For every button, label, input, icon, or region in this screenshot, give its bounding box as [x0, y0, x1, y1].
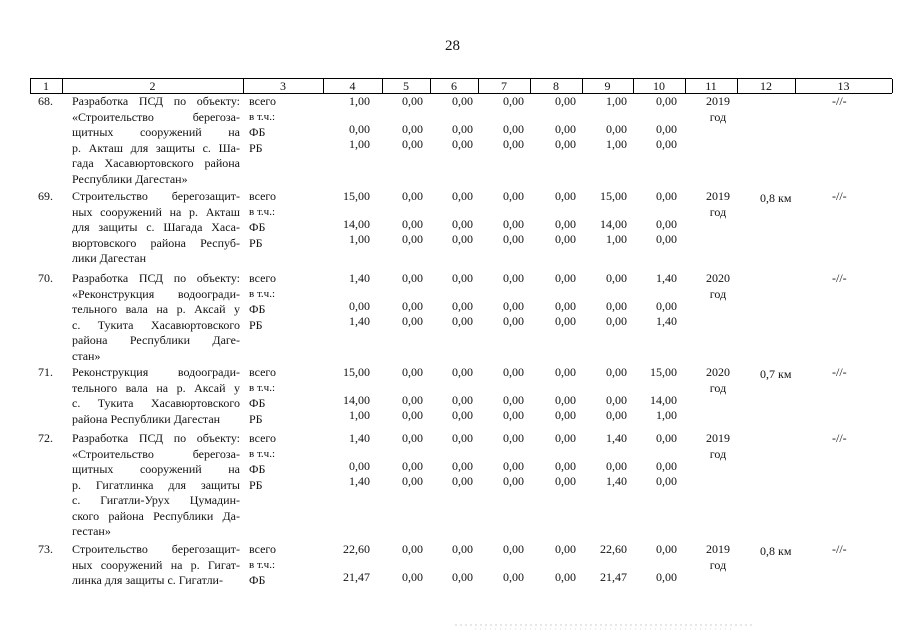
amount-cell: 0,00 [452, 137, 473, 151]
column-header-6: 6 [451, 79, 457, 93]
description-line: Республики Дагестан» [72, 171, 188, 186]
amount-cell: 14,00 [600, 217, 627, 231]
amount-cell: 0,00 [656, 137, 677, 151]
amount-cell: 1,40 [349, 271, 370, 285]
header-divider [323, 79, 324, 93]
amount-cell: 0,00 [555, 474, 576, 488]
column-header-9: 9 [604, 79, 611, 93]
column-header-11: 11 [705, 79, 717, 93]
description-line: района Республики Даге- [72, 333, 240, 347]
amount-cell: 0,00 [503, 217, 524, 231]
column-header-8: 8 [553, 79, 559, 93]
description-line: гестан» [72, 524, 111, 538]
amount-cell: 0,00 [503, 122, 524, 136]
amount-cell: 0,00 [606, 271, 627, 285]
amount-cell: 1,40 [606, 431, 627, 445]
year-cell: 2020 [706, 365, 730, 379]
funding-label: всего [249, 542, 277, 556]
description-line: Строительство берегозащит- [72, 542, 240, 556]
header-divider [582, 79, 583, 93]
amount-cell: 0,00 [452, 232, 473, 246]
amount-cell: 0,00 [402, 189, 423, 203]
amount-cell: 1,00 [656, 408, 677, 422]
funding-label: всего [249, 271, 277, 285]
description-line: «Реконструкция водоогради- [72, 286, 240, 301]
description-line: гада Хасавюртовского района [72, 156, 240, 170]
amount-cell: 0,00 [606, 314, 627, 328]
column-header-7: 7 [501, 79, 507, 93]
header-divider [795, 79, 796, 93]
amount-cell: 1,40 [656, 271, 677, 285]
amount-cell: 0,00 [656, 542, 677, 556]
note-cell: -//- [832, 542, 847, 556]
header-divider [737, 79, 738, 93]
column-header-3: 3 [280, 79, 286, 93]
header-divider [243, 79, 244, 93]
header-divider [530, 79, 531, 93]
header-divider [30, 79, 31, 93]
column-header-5: 5 [403, 79, 409, 93]
header-divider [430, 79, 431, 93]
amount-cell: 0,00 [452, 570, 473, 584]
amount-cell: 0,00 [452, 189, 473, 203]
description-line: ского района Республики Да- [72, 508, 240, 523]
year-unit: год [709, 446, 727, 461]
column-header-13: 13 [837, 79, 850, 93]
amount-cell: 0,00 [656, 474, 677, 488]
amount-cell: 0,00 [503, 314, 524, 328]
description-line: тельного вала на р. Аксай у [72, 302, 240, 316]
row-description [72, 365, 240, 427]
note-cell: -//- [832, 189, 847, 203]
description-line: района Республики Дагестан [72, 411, 221, 426]
funding-label: ФБ [249, 302, 266, 316]
amount-cell: 0,00 [503, 393, 524, 407]
amount-cell: 0,00 [555, 542, 576, 556]
amount-cell: 0,00 [555, 431, 576, 445]
length-cell: 0,8 км [760, 191, 792, 205]
amount-cell: 0,00 [503, 431, 524, 445]
amount-cell: 0,00 [606, 459, 627, 473]
amount-cell: 0,00 [555, 299, 576, 313]
funding-label: ФБ [249, 573, 266, 587]
amount-cell: 0,00 [606, 393, 627, 407]
amount-cell: 0,00 [402, 314, 423, 328]
page-number: 28 [445, 38, 460, 54]
amount-cell: 0,00 [402, 217, 423, 231]
description-line: вюртовского района Респуб- [72, 235, 240, 250]
amount-cell: 0,00 [452, 94, 473, 108]
amount-cell: 0,00 [555, 137, 576, 151]
amount-cell: 1,40 [606, 474, 627, 488]
amount-cell: 0,00 [503, 232, 524, 246]
amount-cell: 0,00 [402, 299, 423, 313]
description-line: р. Гигатлинка для защиты [72, 477, 240, 492]
description-line: Разработка ПСД по объекту: [72, 94, 240, 108]
amount-cell: 0,00 [503, 299, 524, 313]
amount-cell: 0,00 [402, 570, 423, 584]
length-cell: 0,8 км [760, 544, 792, 558]
amount-cell: 15,00 [343, 189, 370, 203]
amount-cell: 0,00 [555, 459, 576, 473]
row-number: 73. [38, 542, 53, 556]
amount-cell: 14,00 [343, 217, 370, 231]
amount-cell: 0,00 [606, 299, 627, 313]
scan-artifact [455, 622, 755, 632]
amount-cell: 0,00 [555, 393, 576, 407]
funding-label: в т.ч.: [249, 110, 276, 123]
column-header-12: 12 [760, 79, 772, 93]
amount-cell: 0,00 [452, 271, 473, 285]
description-line: для защиты с. Шагада Хаса- [72, 220, 240, 234]
year-unit: год [709, 204, 727, 219]
amount-cell: 0,00 [503, 94, 524, 108]
funding-label: в т.ч.: [249, 287, 276, 300]
row-number: 72. [38, 431, 53, 445]
amount-cell: 0,00 [402, 459, 423, 473]
funding-label: в т.ч.: [249, 381, 276, 394]
amount-cell: 0,00 [503, 137, 524, 151]
description-line: с. Тукита Хасавюртовского [72, 317, 240, 332]
amount-cell: 1,00 [606, 137, 627, 151]
amount-cell: 1,00 [349, 94, 370, 108]
amount-cell: 0,00 [555, 122, 576, 136]
table-header-row [30, 78, 892, 94]
amount-cell: 0,00 [503, 271, 524, 285]
description-line: Реконструкция водоогради- [72, 365, 240, 379]
header-divider [62, 79, 63, 93]
header-divider [633, 79, 634, 93]
amount-cell: 0,00 [555, 271, 576, 285]
row-description [72, 431, 240, 540]
description-line: тельного вала на р. Аксай у [72, 380, 240, 395]
year-cell: 2019 [706, 94, 730, 108]
amount-cell: 0,00 [555, 94, 576, 108]
amount-cell: 21,47 [343, 570, 370, 584]
amount-cell: 22,60 [343, 542, 370, 556]
description-line: с. Тукита Хасавюртовского [72, 396, 240, 410]
amount-cell: 0,00 [402, 408, 423, 422]
amount-cell: 0,00 [503, 459, 524, 473]
amount-cell: 0,00 [452, 314, 473, 328]
funding-label: всего [249, 431, 277, 445]
amount-cell: 0,00 [402, 542, 423, 556]
amount-cell: 1,40 [349, 314, 370, 328]
amount-cell: 1,00 [349, 232, 370, 246]
year-unit: год [709, 557, 727, 572]
amount-cell: 0,00 [555, 217, 576, 231]
year-unit: год [709, 380, 727, 395]
note-cell: -//- [832, 365, 847, 379]
amount-cell: 1,00 [349, 137, 370, 151]
header-divider [685, 79, 686, 93]
description-line: р. Акташ для защиты с. Ша- [72, 140, 240, 155]
description-line: щитных сооружений на [72, 462, 240, 476]
funding-label: всего [249, 365, 277, 379]
funding-label: в т.ч.: [249, 558, 276, 571]
header-divider [382, 79, 383, 93]
amount-cell: 0,00 [503, 365, 524, 379]
row-description [72, 542, 240, 589]
note-cell: -//- [832, 271, 847, 285]
amount-cell: 0,00 [656, 94, 677, 108]
row-description [72, 189, 240, 267]
row-number: 71. [38, 365, 53, 379]
year-cell: 2020 [706, 271, 730, 285]
amount-cell: 0,00 [503, 189, 524, 203]
amount-cell: 15,00 [600, 189, 627, 203]
row-description [72, 271, 240, 364]
amount-cell: 0,00 [656, 299, 677, 313]
column-header-10: 10 [653, 79, 665, 93]
year-cell: 2019 [706, 542, 730, 556]
description-line: линка для защиты с. Гигатли- [72, 573, 223, 587]
amount-cell: 0,00 [656, 122, 677, 136]
column-header-1: 1 [43, 79, 49, 93]
funding-label: ФБ [249, 220, 266, 234]
row-number: 68. [38, 94, 53, 108]
amount-cell: 1,00 [606, 232, 627, 246]
funding-label: в т.ч.: [249, 205, 276, 218]
amount-cell: 21,47 [600, 570, 627, 584]
amount-cell: 0,00 [555, 189, 576, 203]
amount-cell: 0,00 [656, 232, 677, 246]
description-line: ных сооружений на р. Гигат- [72, 557, 240, 572]
amount-cell: 0,00 [402, 122, 423, 136]
amount-cell: 0,00 [349, 459, 370, 473]
amount-cell: 0,00 [452, 408, 473, 422]
year-cell: 2019 [706, 189, 730, 203]
amount-cell: 15,00 [343, 365, 370, 379]
year-unit: год [709, 286, 727, 301]
amount-cell: 0,00 [656, 189, 677, 203]
amount-cell: 0,00 [402, 474, 423, 488]
amount-cell: 0,00 [452, 365, 473, 379]
amount-cell: 0,00 [402, 232, 423, 246]
amount-cell: 0,00 [402, 365, 423, 379]
amount-cell: 0,00 [606, 408, 627, 422]
amount-cell: 0,00 [402, 137, 423, 151]
amount-cell: 0,00 [503, 542, 524, 556]
funding-label: РБ [249, 477, 263, 492]
amount-cell: 14,00 [650, 393, 677, 407]
amount-cell: 0,00 [656, 217, 677, 231]
amount-cell: 0,00 [452, 542, 473, 556]
description-line: щитных сооружений на [72, 125, 240, 139]
funding-label: всего [249, 189, 277, 203]
amount-cell: 0,00 [656, 570, 677, 584]
amount-cell: 0,00 [656, 431, 677, 445]
amount-cell: 1,00 [349, 408, 370, 422]
description-line: Строительство берегозащит- [72, 189, 240, 203]
description-line: «Строительство берегоза- [72, 446, 240, 461]
description-line: Разработка ПСД по объекту: [72, 271, 240, 285]
amount-cell: 0,00 [452, 459, 473, 473]
amount-cell: 0,00 [402, 271, 423, 285]
amount-cell: 0,00 [402, 393, 423, 407]
amount-cell: 0,00 [555, 232, 576, 246]
description-line: «Строительство берегоза- [72, 109, 240, 124]
amount-cell: 15,00 [650, 365, 677, 379]
amount-cell: 0,00 [349, 299, 370, 313]
description-line: стан» [72, 348, 101, 363]
funding-label: ФБ [249, 396, 266, 410]
amount-cell: 0,00 [503, 408, 524, 422]
funding-label: в т.ч.: [249, 447, 276, 460]
note-cell: -//- [832, 94, 847, 108]
description-line: с. Гигатли-Урух Цумадин- [72, 493, 240, 507]
amount-cell: 0,00 [452, 393, 473, 407]
funding-label: РБ [249, 411, 263, 426]
funding-label: ФБ [249, 462, 266, 476]
amount-cell: 0,00 [452, 299, 473, 313]
year-unit: год [709, 109, 727, 124]
amount-cell: 0,00 [606, 122, 627, 136]
row-number: 70. [38, 271, 53, 285]
funding-label: всего [249, 94, 277, 108]
amount-cell: 0,00 [452, 474, 473, 488]
header-divider [892, 79, 893, 93]
row-number: 69. [38, 189, 53, 203]
amount-cell: 0,00 [452, 431, 473, 445]
amount-cell: 0,00 [555, 365, 576, 379]
amount-cell: 0,00 [402, 94, 423, 108]
amount-cell: 1,40 [349, 474, 370, 488]
funding-label: РБ [249, 317, 263, 332]
funding-label: РБ [249, 235, 263, 250]
year-cell: 2019 [706, 431, 730, 445]
amount-cell: 0,00 [555, 314, 576, 328]
column-header-4: 4 [349, 79, 356, 93]
amount-cell: 1,40 [656, 314, 677, 328]
column-header-2: 2 [149, 79, 156, 93]
funding-label: ФБ [249, 125, 266, 139]
amount-cell: 0,00 [555, 570, 576, 584]
amount-cell: 0,00 [402, 431, 423, 445]
amount-cell: 0,00 [503, 570, 524, 584]
amount-cell: 1,40 [349, 431, 370, 445]
amount-cell: 0,00 [555, 408, 576, 422]
amount-cell: 14,00 [343, 393, 370, 407]
funding-label: РБ [249, 140, 263, 155]
amount-cell: 1,00 [606, 94, 627, 108]
length-cell: 0,7 км [760, 367, 792, 381]
header-divider [478, 79, 479, 93]
amount-cell: 0,00 [503, 474, 524, 488]
amount-cell: 0,00 [656, 459, 677, 473]
description-line: ных сооружений на р. Акташ [72, 204, 240, 219]
amount-cell: 0,00 [349, 122, 370, 136]
amount-cell: 0,00 [606, 365, 627, 379]
description-line: Разработка ПСД по объекту: [72, 431, 240, 445]
amount-cell: 0,00 [452, 217, 473, 231]
note-cell: -//- [832, 431, 847, 445]
row-description [72, 94, 240, 187]
description-line: лики Дагестан [72, 251, 147, 265]
amount-cell: 0,00 [452, 122, 473, 136]
amount-cell: 22,60 [600, 542, 627, 556]
